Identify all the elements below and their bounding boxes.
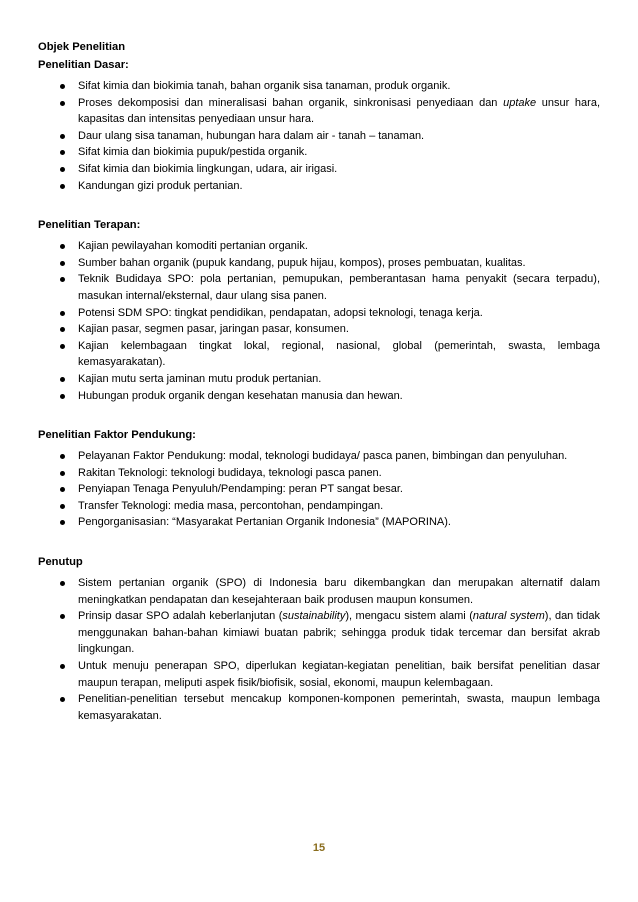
section-penutup <box>38 553 600 724</box>
section-penelitian-terapan <box>38 216 600 404</box>
list-item: Kajian kelembagaan tingkat lokal, regional, nasional, global (pemerintah, swasta, lembaga kemasyarakatan). <box>38 338 600 371</box>
bullet-icon <box>60 150 65 155</box>
section-penelitian-dasar <box>38 56 600 194</box>
bullet-icon <box>60 184 65 189</box>
section-heading: Penutup <box>38 556 83 569</box>
list-item <box>38 95 600 128</box>
bullet-icon <box>60 471 65 476</box>
bullet-icon <box>60 454 65 459</box>
list-item: Sifat kimia dan biokimia tanah, bahan organik sisa tanaman, produk organik. <box>38 78 600 95</box>
bullet-icon <box>60 664 65 669</box>
bullet-list <box>38 78 600 194</box>
list-item: Kajian pasar, segmen pasar, jaringan pasar, konsumen. <box>38 321 600 338</box>
list-item: Untuk menuju penerapan SPO, diperlukan kegiatan-kegiatan penelitian, baik bersifat penelitian dasar maupun terapan, meliputi aspek fisik/biofisik, sosial, ekonomi, maupun kelembagaan. <box>38 658 600 691</box>
list-item: Transfer Teknologi: media masa, percontohan, pendampingan. <box>38 498 600 515</box>
bullet-list <box>38 238 600 404</box>
document-page <box>38 38 600 724</box>
bullet-icon <box>60 697 65 702</box>
list-item: Sifat kimia dan biokimia lingkungan, udara, air irigasi. <box>38 161 600 178</box>
bullet-icon <box>60 327 65 332</box>
bullet-icon <box>60 377 65 382</box>
item-text-uptake: Proses dekomposisi dan mineralisasi bahan organik, sinkronisasi penyediaan dan uptake unsur hara, kapasitas dan intensitas penyediaan unsur hara. <box>78 96 600 126</box>
bullet-list <box>38 575 600 724</box>
section-penelitian-faktor-pendukung <box>38 426 600 531</box>
bullet-icon <box>60 614 65 619</box>
bullet-icon <box>60 84 65 89</box>
bullet-icon <box>60 277 65 282</box>
list-item: Kajian mutu serta jaminan mutu produk pertanian. <box>38 371 600 388</box>
bullet-icon <box>60 394 65 399</box>
bullet-list <box>38 448 600 531</box>
bullet-icon <box>60 244 65 249</box>
list-item: Penyiapan Tenaga Penyuluh/Pendamping: peran PT sangat besar. <box>38 481 600 498</box>
bullet-icon <box>60 101 65 106</box>
bullet-icon <box>60 167 65 172</box>
bullet-icon <box>60 344 65 349</box>
bullet-icon <box>60 487 65 492</box>
list-item: Sistem pertanian organik (SPO) di Indonesia baru dikembangkan dan merupakan alternatif dalam meningkatkan pendapatan dan kesejahteraan baik produsen maupun konsumen. <box>38 575 600 608</box>
bullet-icon <box>60 134 65 139</box>
list-item: Pelayanan Faktor Pendukung: modal, teknologi budidaya/ pasca panen, bimbingan dan penyuluhan. <box>38 448 600 465</box>
list-item: Rakitan Teknologi: teknologi budidaya, teknologi pasca panen. <box>38 465 600 482</box>
page-number: 15 <box>312 842 326 854</box>
list-item: Daur ulang sisa tanaman, hubungan hara dalam air - tanah – tanaman. <box>38 128 600 145</box>
list-item: Hubungan produk organik dengan kesehatan manusia dan hewan. <box>38 388 600 405</box>
list-item: Sifat kimia dan biokimia pupuk/pestida organik. <box>38 144 600 161</box>
bullet-icon <box>60 581 65 586</box>
list-item: Pengorganisasian: “Masyarakat Pertanian Organik Indonesia” (MAPORINA). <box>38 514 600 531</box>
list-item <box>38 608 600 658</box>
section-heading: Penelitian Dasar: <box>38 59 129 71</box>
bullet-icon <box>60 504 65 509</box>
item-text-sustainability: Prinsip dasar SPO adalah keberlanjutan (sustainability), mengacu sistem alami (natural system), dan tidak menggunakan bahan-bahan kimiawi buatan pabrik; sehingga produk tidak tercemar dan bersifat akrab lingkungan. <box>78 610 600 656</box>
list-item: Penelitian-penelitian tersebut mencakup komponen-komponen pemerintah, swasta, maupun lembaga kemasyarakatan. <box>38 691 600 724</box>
document-title: Objek Penelitian <box>38 41 126 53</box>
bullet-icon <box>60 311 65 316</box>
list-item: Potensi SDM SPO: tingkat pendidikan, pendapatan, adopsi teknologi, tenaga kerja. <box>38 305 600 322</box>
list-item: Teknik Budidaya SPO: pola pertanian, pemupukan, pemberantasan hama penyakit (secara terpadu), masukan internal/eksternal, daur ulang sisa panen. <box>38 271 600 304</box>
section-heading: Penelitian Terapan: <box>38 219 141 232</box>
list-item: Sumber bahan organik (pupuk kandang, pupuk hijau, kompos), proses pembuatan, kualitas. <box>38 255 600 272</box>
bullet-icon <box>60 520 65 525</box>
section-heading: Penelitian Faktor Pendukung: <box>38 429 196 442</box>
list-item: Kandungan gizi produk pertanian. <box>38 178 600 195</box>
list-item: Kajian pewilayahan komoditi pertanian organik. <box>38 238 600 255</box>
bullet-icon <box>60 261 65 266</box>
